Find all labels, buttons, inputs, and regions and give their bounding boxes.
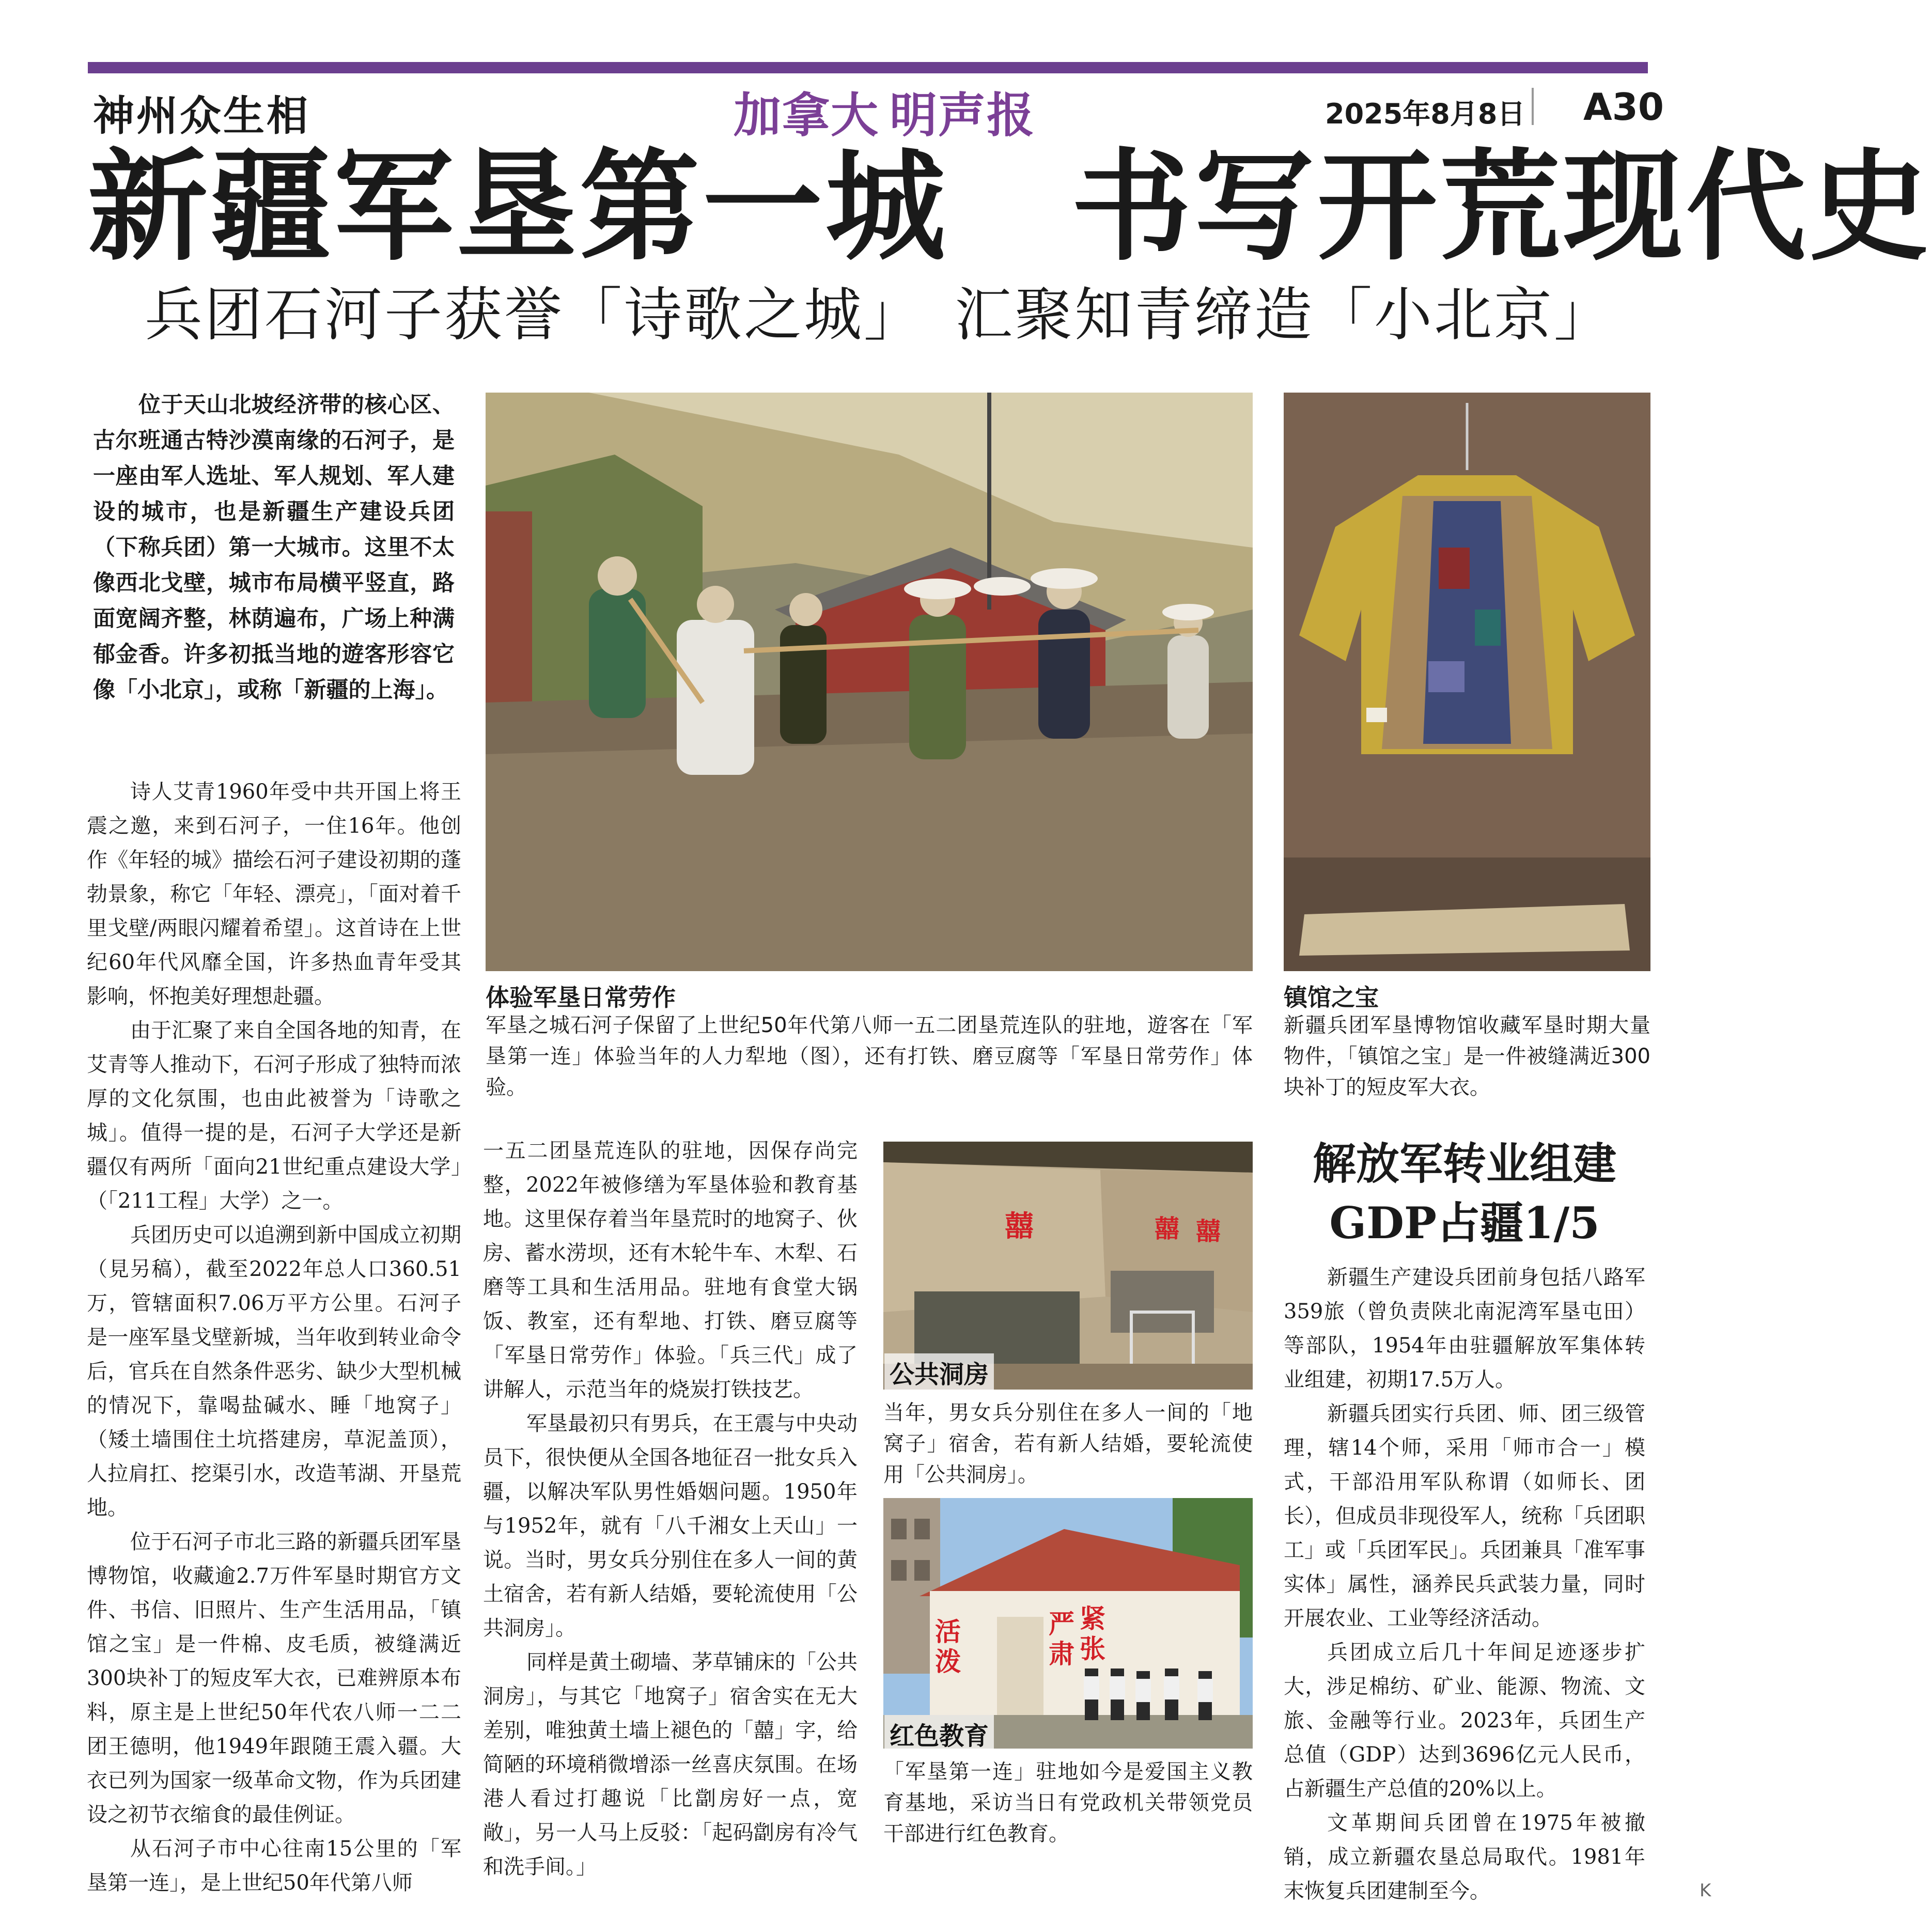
article-column-1 [87, 775, 461, 1900]
headline: 新疆军垦第一城 书写开荒现代史 [88, 136, 1932, 277]
photo-label-red-education: 红色教育 [884, 1715, 994, 1753]
wall-slogan: 严肃 [1049, 1609, 1074, 1669]
body-paragraph: 从石河子市中心往南15公里的「军垦第一连」，是上世纪50年代第八师 [87, 1837, 461, 1895]
main-photo-title: 体验军垦日常劳作 [486, 984, 676, 1011]
bridal-room-caption: 当年，男女兵分别住在多人一间的「地窝子」宿舍，若有新人结婚，要轮流使用「公共洞房」。 [883, 1401, 1253, 1487]
corner-mark: K [1700, 1880, 1711, 1901]
body-paragraph: 一五二团垦荒连队的驻地，因保存尚完整，2022年被修缮为军垦体验和教育基地。这里保存着当年垦荒时的地窝子、伙房、蓄水涝坝，还有木轮牛车、木犁、石磨等工具和生活用品。驻地有食堂大锅饭、教室，还有犁地、打铁、磨豆腐等「军垦日常劳作」体验。「兵三代」成了讲解人，示范当年的烧炭打铁技艺。 [483, 1139, 858, 1401]
top-rule [88, 62, 1648, 73]
wall-slogan: 活泼 [935, 1616, 961, 1677]
body-paragraph: 兵团成立后几十年间足迹逐步扩大，涉足棉纺、矿业、能源、物流、文旅、金融等行业。2023年，兵团生产总值（GDP）达到3696亿元人民币，占新疆生产总值的20%以上。 [1284, 1641, 1645, 1801]
xi-character: 囍 [1155, 1214, 1180, 1243]
body-paragraph: 文革期间兵团曾在1975年被撤销，成立新疆农垦总局取代。1981年末恢复兵团建制至今。 [1284, 1811, 1645, 1903]
issue-date: 2025年8月8日 [1325, 98, 1525, 130]
sidebar-heading-line-1: 解放军转业组建 [1312, 1138, 1616, 1189]
subheadline: 兵团石河子获誉「诗歌之城」 汇聚知青缔造「小北京」 [145, 282, 1614, 349]
body-paragraph: 位于石河子市北三路的新疆兵团军垦博物馆，收藏逾2.7万件军垦时期官方文件、书信、旧照片、生产生活用品，「镇馆之宝」是一件棉、皮毛质，被缝满近300块补丁的短皮军大衣，已难辨原本布料，原主是上世纪50年代农八师一二二团王德明，他1949年跟随王震入疆。大衣已列为国家一级革命文物，作为兵团建设之初节衣缩食的最佳例证。 [87, 1530, 461, 1827]
wall-slogan: 紧张 [1080, 1603, 1105, 1664]
body-paragraph: 诗人艾青1960年受中共开国上将王震之邀，来到石河子，一住16年。他创作《年轻的城》描绘石河子建设初期的蓬勃景象，称它「年轻、漂亮」，「面对着千里戈壁/两眼闪耀着希望」。这首诗在上世纪60年代风靡全国，许多热血青年受其影响，怀抱美好理想赴疆。 [87, 780, 461, 1008]
main-photo-caption: 军垦之城石河子保留了上世纪50年代第八师一五二团垦荒连队的驻地，遊客在「军垦第一连」体验当年的人力犁地（图），还有打铁、磨豆腐等「军垦日常劳作」体验。 [486, 1013, 1253, 1099]
xi-character: 囍 [1196, 1217, 1221, 1246]
page-number: A30 [1583, 85, 1664, 129]
lede-paragraph: 位于天山北坡经济带的核心区、古尔班通古特沙漠南缘的石河子，是一座由军人选址、军人规划、军人建设的城市，也是新疆生产建设兵团（下称兵团）第一大城市。这里不太像西北戈壁，城市布局横平竖直，路面宽阔齐整，林荫遍布，广场上种满郁金香。许多初抵当地的遊客形容它像「小北京」，或称「新疆的上海」。 [93, 392, 455, 703]
sidebar-heading-line-2: GDP占疆1/5 [1329, 1197, 1600, 1249]
body-paragraph: 由于汇聚了来自全国各地的知青，在艾青等人推动下，石河子形成了独特而浓厚的文化氛围，也由此被誉为「诗歌之城」。值得一提的是，石河子大学还是新疆仅有两所「面向21世纪重点建设大学」（「211工程」大学）之一。 [87, 1019, 461, 1213]
red-education-caption: 「军垦第一连」驻地如今是爱国主义教育基地，采访当日有党政机关带领党员干部进行红色教育。 [883, 1760, 1253, 1846]
red-education-photo [883, 1498, 1253, 1749]
coat-photo-title: 镇馆之宝 [1284, 984, 1379, 1011]
ploughing-photo [486, 393, 1253, 971]
masthead-paper-name: 明声报 [890, 88, 1036, 143]
section-name: 神州众生相 [93, 91, 310, 140]
xi-character: 囍 [1005, 1209, 1034, 1243]
public-bridal-room-photo [883, 1142, 1253, 1390]
body-paragraph: 兵团历史可以追溯到新中国成立初期（見另稿），截至2022年总人口360.51万，管辖面积7.06万平方公里。石河子是一座军垦戈壁新城，当年收到转业命令后，官兵在自然条件恶劣、缺少大型机械的情况下，靠喝盐碱水、睡「地窝子」（矮土墙围住土坑搭建房，草泥盖顶），人拉肩扛、挖渠引水，改造苇湖、开垦荒地。 [87, 1223, 461, 1520]
header-divider [1532, 88, 1534, 125]
body-paragraph: 新疆生产建设兵团前身包括八路军359旅（曾负责陕北南泥湾军垦屯田）等部队，1954年由驻疆解放军集体转业组建，初期17.5万人。 [1284, 1266, 1645, 1392]
article-column-2 [483, 1134, 858, 1884]
sidebar-article [1284, 1260, 1645, 1908]
coat-photo-caption: 新疆兵团军垦博物馆收藏军垦时期大量物件，「镇馆之宝」是一件被缝满近300块补丁的短皮军大衣。 [1284, 1013, 1650, 1099]
photo-label-bridal-room: 公共洞房 [884, 1353, 994, 1391]
body-paragraph: 同样是黄土砌墙、茅草铺床的「公共洞房」，与其它「地窝子」宿舍实在无大差别，唯独黄土墙上褪色的「囍」字，给简陋的环境稍微增添一丝喜庆氛围。在场港人看过打趣说「比劏房好一点，宽敞」，另一人马上反驳：「起码劏房有冷气和洗手间。」 [483, 1650, 858, 1879]
masthead-region: 加拿大 [734, 88, 880, 143]
coat-photo [1284, 393, 1650, 971]
body-paragraph: 军垦最初只有男兵，在王震与中央动员下，很快便从全国各地征召一批女兵入疆，以解决军队男性婚姻问题。1950年与1952年，就有「八千湘女上天山」一说。当时，男女兵分别住在多人一间的黄土宿舍，若有新人结婚，要轮流使用「公共洞房」。 [483, 1412, 858, 1640]
sidebar-heading [1284, 1134, 1645, 1253]
body-paragraph: 新疆兵团实行兵团、师、团三级管理，辖14个师，采用「师市合一」模式，干部沿用军队称谓（如师长、团长），但成员非现役军人，统称「兵团职工」或「兵团军民」。兵团兼具「准军事实体」属性，涵养民兵武装力量，同时开展农业、工业等经济活动。 [1284, 1402, 1645, 1630]
